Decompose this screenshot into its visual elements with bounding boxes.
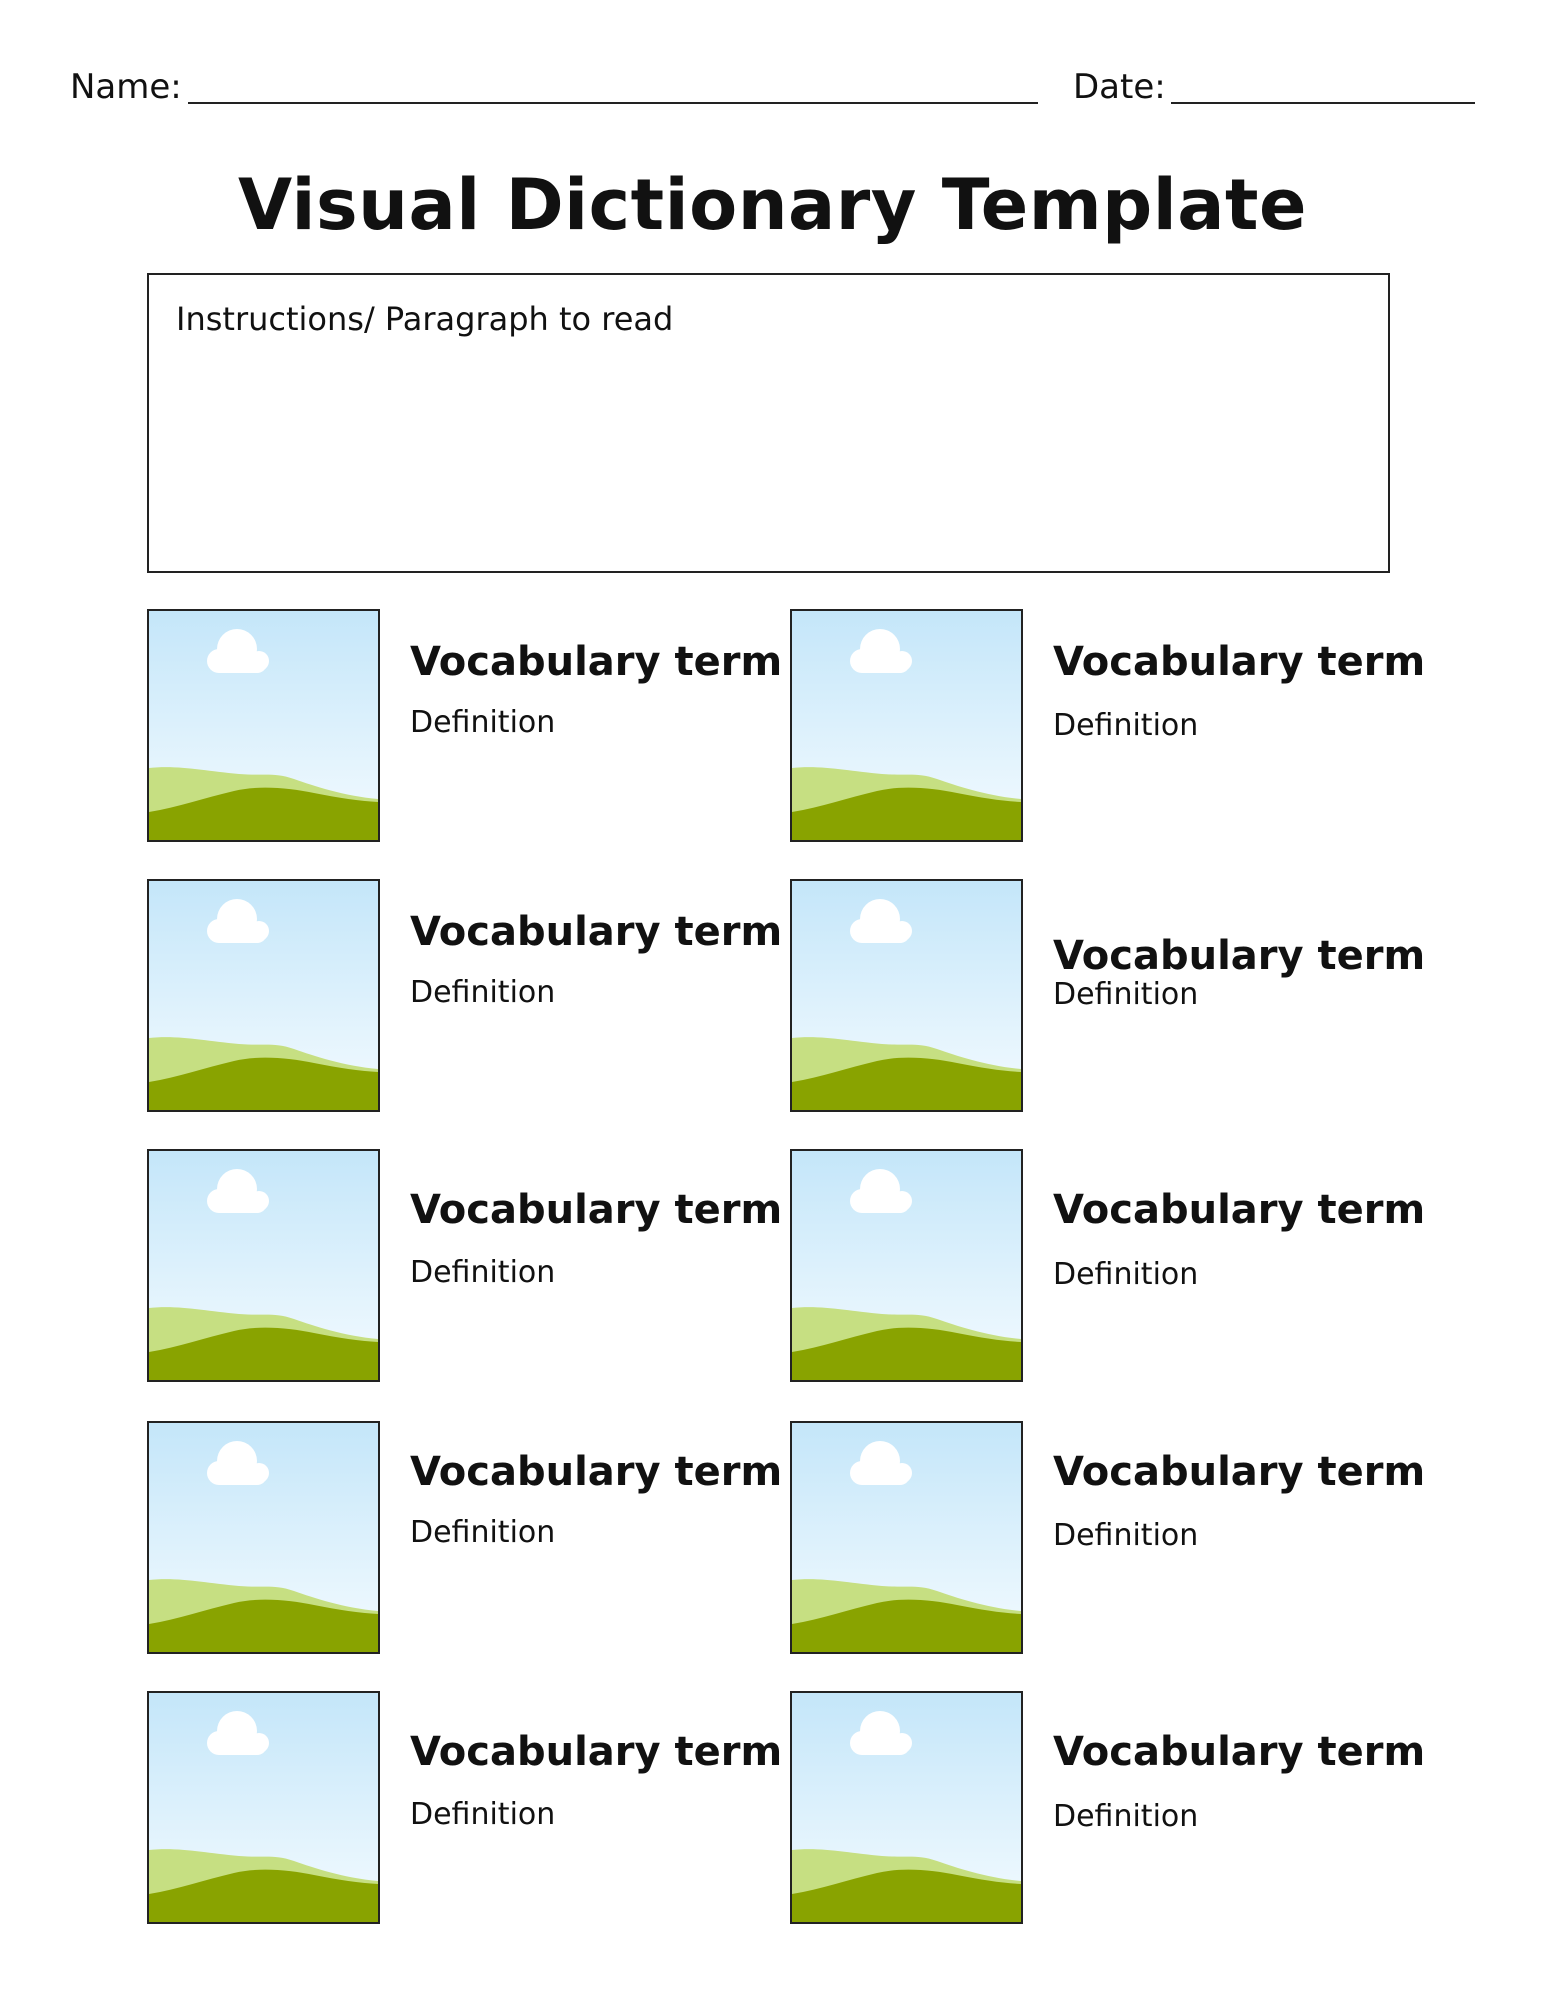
landscape-image-placeholder-icon[interactable] [147,609,380,842]
name-blank-line[interactable] [188,102,1038,104]
landscape-image-placeholder-icon[interactable] [147,1691,380,1924]
vocabulary-entry [790,1691,1426,1926]
definition: Definition [1053,1257,1199,1292]
vocabulary-entry [790,879,1426,1114]
vocabulary-term: Vocabulary term [410,639,783,685]
instructions-box[interactable] [147,273,1390,573]
vocabulary-entry [147,609,783,844]
vocabulary-term: Vocabulary term [410,909,783,955]
vocabulary-term: Vocabulary term [1053,1187,1426,1233]
definition: Definition [1053,977,1199,1012]
landscape-image-placeholder-icon[interactable] [790,609,1023,842]
definition: Definition [410,1515,556,1550]
landscape-image-placeholder-icon[interactable] [147,1421,380,1654]
definition: Definition [1053,1518,1199,1553]
instructions-text: Instructions/ Paragraph to read [176,300,674,338]
name-label: Name: [70,67,182,107]
landscape-image-placeholder-icon[interactable] [790,879,1023,1112]
definition: Definition [1053,1799,1199,1834]
vocabulary-term: Vocabulary term [1053,1729,1426,1775]
vocabulary-entry [147,879,783,1114]
landscape-image-placeholder-icon[interactable] [790,1149,1023,1382]
page-title: Visual Dictionary Template [238,164,1307,246]
vocabulary-term: Vocabulary term [410,1449,783,1495]
definition: Definition [410,1255,556,1290]
vocabulary-entry [147,1149,783,1384]
vocabulary-entry [790,1421,1426,1656]
vocabulary-term: Vocabulary term [1053,933,1426,979]
landscape-image-placeholder-icon[interactable] [790,1691,1023,1924]
definition: Definition [410,705,556,740]
vocabulary-entry [147,1691,783,1926]
header-fields [70,62,1475,112]
landscape-image-placeholder-icon[interactable] [147,1149,380,1382]
definition: Definition [1053,708,1199,743]
definition: Definition [410,975,556,1010]
landscape-image-placeholder-icon[interactable] [790,1421,1023,1654]
vocabulary-term: Vocabulary term [1053,1449,1426,1495]
vocabulary-entry [790,609,1426,844]
vocabulary-term: Vocabulary term [1053,639,1426,685]
date-label: Date: [1073,67,1166,107]
vocabulary-term: Vocabulary term [410,1187,783,1233]
vocabulary-entry [147,1421,783,1656]
vocabulary-entry [790,1149,1426,1384]
definition: Definition [410,1797,556,1832]
landscape-image-placeholder-icon[interactable] [147,879,380,1112]
date-blank-line[interactable] [1171,102,1475,104]
vocabulary-term: Vocabulary term [410,1729,783,1775]
